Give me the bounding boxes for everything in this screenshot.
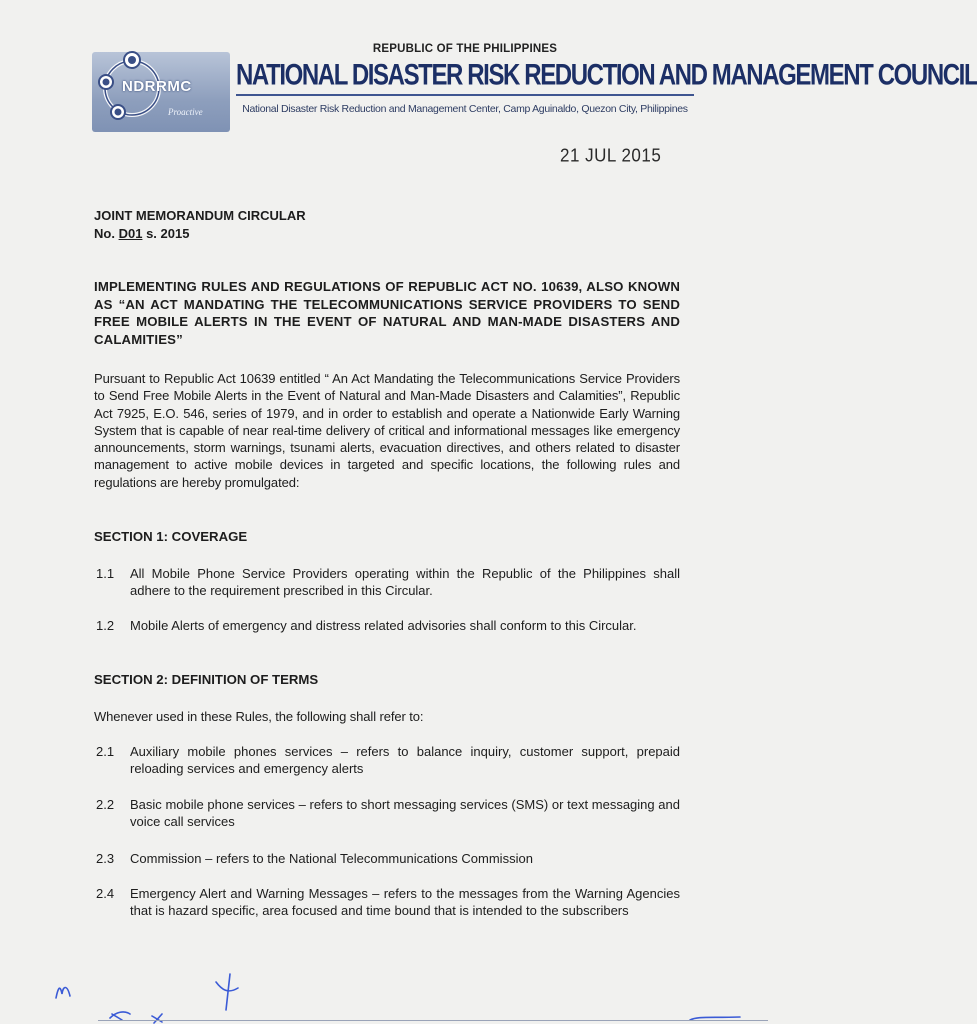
circular-designation [94,207,306,243]
section-2-heading: SECTION 2: DEFINITION OF TERMS [94,672,319,687]
item-number: 2.4 [96,886,115,901]
footer-divider [98,1020,768,1021]
circular-number: D01 [118,226,143,241]
document-title: IMPLEMENTING RULES AND REGULATIONS OF REPUBLIC ACT NO. 10639, ALSO KNOWN AS “AN ACT MANDATING THE TELECOMMUNICATIONS SERVICE PROVIDERS TO SEND FREE MOBILE ALERTS IN THE EVENT OF NATURAL AND MAN-MADE DISASTERS AND CALAMITIES” [94,279,680,347]
date-stamp: 21 JUL 2015 [560,145,662,166]
handwritten-initials [0,960,768,1024]
circular-no-prefix: No. [94,226,115,241]
ink-initial-stroke-d [110,1012,130,1018]
logo-tagline: Proactive [168,107,203,117]
republic-header: REPUBLIC OF THE PHILIPPINES [372,43,558,55]
list-item [96,885,680,920]
item-text: Emergency Alert and Warning Messages – refers to the messages from the Warning Agencies that is hazard specific, area focused and time bound that is intended to the subscribers [130,886,680,919]
ink-initial-m [56,988,70,999]
item-text: All Mobile Phone Service Providers operating within the Republic of the Philippines shall adhere to the requirement prescribed in this Circular. [130,566,680,599]
section-2-intro: Whenever used in these Rules, the following shall refer to: [94,709,424,724]
list-item [96,796,680,831]
item-number: 2.3 [96,851,115,866]
ndrrmc-logo [92,52,230,132]
ink-initial-stroke-b [226,974,230,1010]
list-item [96,617,680,634]
item-number: 2.1 [96,744,115,759]
section-1-heading: SECTION 1: COVERAGE [94,529,248,544]
item-number: 1.2 [96,618,115,633]
item-number: 1.1 [96,566,115,581]
ink-initial-x [152,1014,162,1023]
list-item [96,565,680,600]
list-item [96,743,680,778]
item-number: 2.2 [96,797,115,812]
item-text: Mobile Alerts of emergency and distress related advisories shall conform to this Circular. [130,618,637,633]
logo-acronym: NDRRMC [122,78,192,95]
list-item [96,850,680,867]
item-text: Commission – refers to the National Telecommunications Commission [130,851,533,866]
council-address: National Disaster Risk Reduction and Management Center, Camp Aguinaldo, Quezon City, Philippines [242,103,688,115]
item-text: Auxiliary mobile phones services – refers to balance inquiry, customer support, prepaid reloading services and emergency alerts [130,744,680,777]
circular-type: JOINT MEMORANDUM CIRCULAR [94,208,306,223]
circular-series: s. 2015 [146,226,190,241]
ink-initial-stroke-a [216,982,238,991]
item-text: Basic mobile phone services – refers to short messaging services (SMS) or text messaging and voice call services [130,797,680,830]
letterhead-divider [236,94,694,96]
council-name: NATIONAL DISASTER RISK REDUCTION AND MANAGEMENT COUNCIL [236,58,977,92]
preamble-paragraph: Pursuant to Republic Act 10639 entitled “ An Act Mandating the Telecommunications Service Providers to Send Free Mobile Alerts in the Event of Natural and Man-Made Disasters and Calamities”, Republic Act 7925, E.O. 546, series of 1979, and in order to establish and operate a Nationwide Early Warning System that is capable of near real-time delivery of critical and informational messages like emergency announcements, storm warnings, tsunami alerts, evacuation directives, and others related to disaster management to active mobile devices in targeted and specific locations, the following rules and regulations are hereby promulgated: [94,371,680,490]
circular-number-line [94,225,306,243]
